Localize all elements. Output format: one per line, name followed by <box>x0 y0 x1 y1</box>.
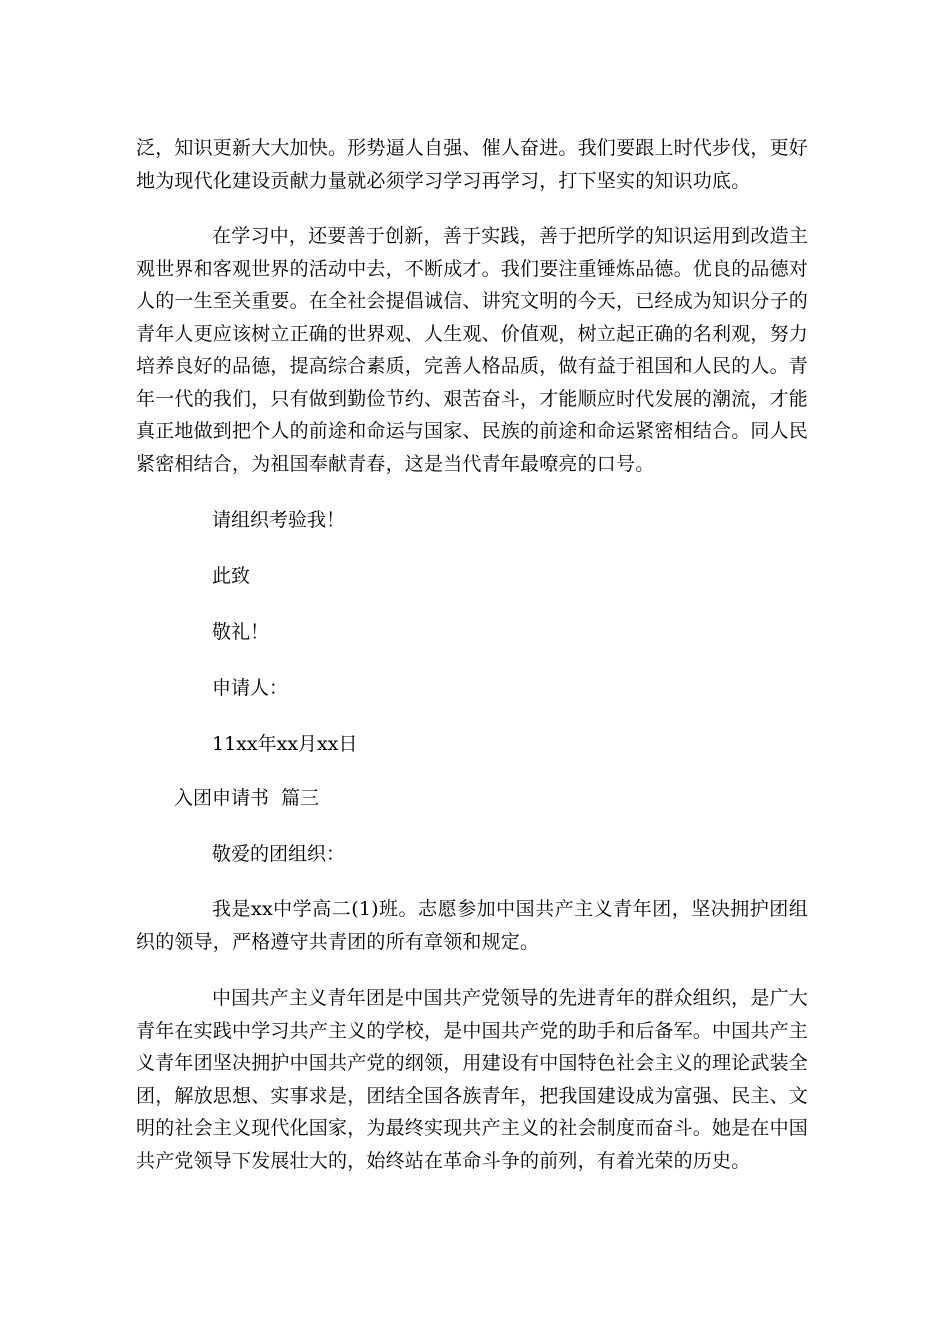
closing-line-1: 此致 <box>212 565 251 587</box>
paragraph-innovation: 在学习中，还要善于创新，善于实践，善于把所学的知识运用到改造主观世界和客观世界的活动中去，不断成才。我们要注重锤炼品德。优良的品德对人的一生至关重要。在全社会提倡诚信、讲究文明的今天，已经成为知识分子的青年人更应该树立正确的世界观、人生观、价值观，树立起正确的名利观，努力培养良好的品德，提高综合素质，完善人格品质，做有益于祖国和人民的人。青年一代的我们，只有做到勤俭节约、艰苦奋斗，才能顺应时代发展的潮流，才能真正地做到把个人的前途和命运与国家、民族的前途和命运紧密相结合。同人民紧密相结合，为祖国奉献青春，这是当代青年最嘹亮的口号。 <box>136 225 809 475</box>
request-line: 请组织考验我！ <box>212 509 346 531</box>
paragraph-intro: 我是xx中学高二(1)班。志愿参加中国共产主义青年团，坚决拥护团组织的领导，严格遵守共青团的所有章领和规定。 <box>136 898 808 953</box>
salutation: 敬爱的团组织： <box>212 843 346 865</box>
date-line: 11xx年xx月xx日 <box>212 733 358 755</box>
paragraph-continuation: 泛，知识更新大大加快。形势逼人自强、催人奋进。我们要跟上时代步伐，更好地为现代化建设贡献力量就必须学习学习再学习，打下坚实的知识功底。 <box>136 137 809 192</box>
closing-line-2: 敬礼！ <box>212 621 270 643</box>
applicant-label: 申请人： <box>212 677 289 699</box>
paragraph-league: 中国共产主义青年团是中国共产党领导的先进青年的群众组织，是广大青年在实践中学习共产主义的学校，是中国共产党的助手和后备军。中国共产主义青年团坚决拥护中国共产党的纲领，用建设有中国特色社会主义的理论武装全团，解放思想、实事求是，团结全国各族青年，把我国建设成为富强、民主、文明的社会主义现代化国家，为最终实现共产主义的社会制度而奋斗。她是在中国共产党领导下发展壮大的，始终站在革命斗争的前列，有着光荣的历史。 <box>136 987 809 1172</box>
section-heading: 入团申请书 篇三 <box>174 787 320 809</box>
